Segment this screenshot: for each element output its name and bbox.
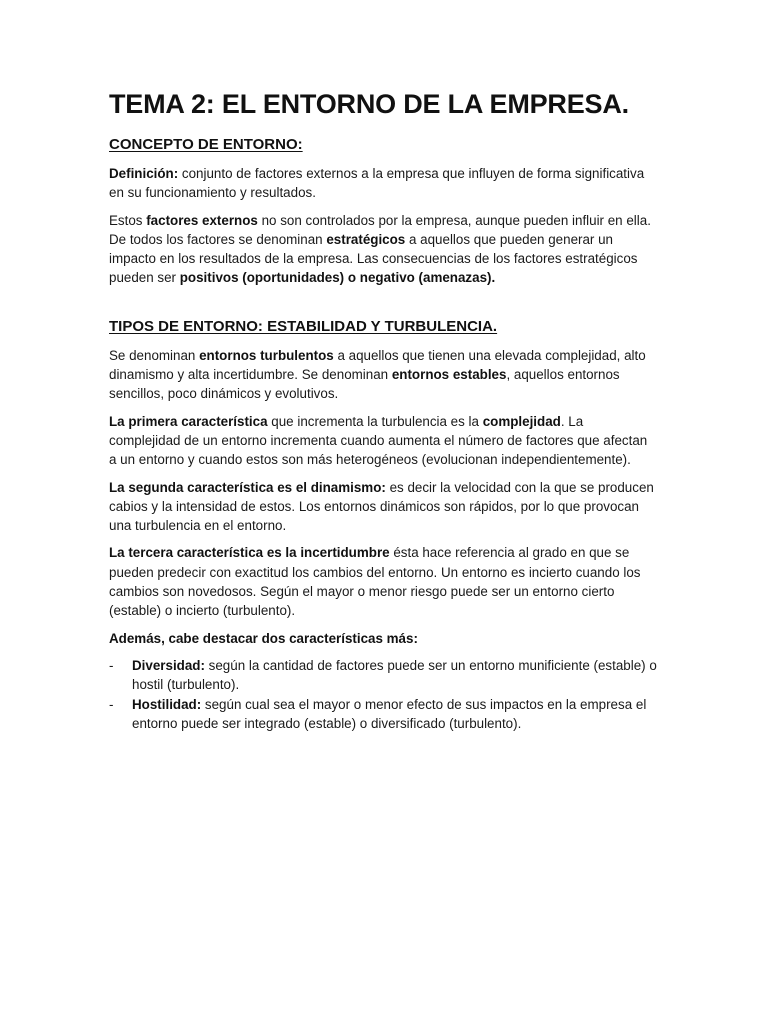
text-run: según la cantidad de factores puede ser un entorno munificiente (estable) o hostil (turbulento). [132,657,657,693]
bold-text: La segunda característica es el dinamismo: [109,479,386,495]
paragraph-definicion [109,164,657,203]
bold-text: estratégicos [326,231,406,247]
text-run: que incrementa la turbulencia es la [267,413,483,429]
characteristics-list [109,656,657,733]
list-item-text [132,658,657,692]
text-run: según cual sea el mayor o menor efecto de sus impactos en la empresa el entorno puede ser integrado (estable) o diversificado (turbulento). [132,696,647,731]
paragraph-complejidad [109,412,657,470]
text-run: Estos [109,212,147,228]
paragraph-incertidumbre [109,543,657,620]
text-run: es decir la velocidad con la que se producen cabios y la intensidad de estos. Los entornos dinámicos son rápidos, por lo que provocan una turbulencia en el entorno. [109,479,654,534]
list-dash-marker: - [109,696,114,712]
text-run: Se denominan [109,347,200,363]
bold-text: factores externos [146,212,258,228]
paragraph-dinamismo [109,478,657,536]
bold-text: La tercera característica es la incertidumbre [109,545,390,561]
bold-text: entornos turbulentos [199,347,334,363]
bold-text: Hostilidad: [132,696,202,712]
text-run: a aquellos que pueden generar un impacto en los resultados de la empresa. Las consecuencias de los factores estratégicos pueden ser [109,231,638,286]
document-body [109,86,657,733]
bold-text: Diversidad: [132,657,205,673]
text-run: a aquellos que tienen una elevada complejidad, alto dinamismo y alta incertidumbre. Se denominan [109,347,646,383]
bold-text: complejidad [482,413,561,429]
document-title: TEMA 2: EL ENTORNO DE LA EMPRESA. [109,89,629,119]
section-heading-tipos: TIPOS DE ENTORNO: ESTABILIDAD Y TURBULENCIA. [109,317,498,335]
paragraph-ademas [109,629,657,648]
list-item-text [132,697,646,731]
paragraph-factores-externos [109,211,657,288]
bold-text: La primera característica [109,413,268,429]
bold-text: entornos estables [391,367,507,383]
text-run: conjunto de factores externos a la empresa que influyen de forma significativa en su funcionamiento y resultados. [109,166,645,201]
text-run: . La complejidad de un entorno incrementa cuando aumenta el número de factores que afectan a un entorno y cuando estos son más heterogéneos (evolucionan independientemente). [109,413,648,468]
text-run: no son controlados por la empresa, aunque pueden influir en ella. De todos los factores se denominan [109,212,651,247]
text-run: ésta hace referencia al grado en que se pueden predecir con exactitud los cambios del entorno. Un entorno es incierto cuando los cambios son novedosos. Según el mayor o menor riesgo puede ser un entorno cierto (estable) o incierto (turbulento). [109,545,641,619]
text-run: , aquellos entornos sencillos, poco dinámicos y evolutivos. [109,367,620,402]
bold-text: Definición: [109,166,179,181]
list-item-diversidad [109,656,657,695]
section-heading-concepto: CONCEPTO DE ENTORNO: [109,136,303,153]
paragraph-entornos-turbulentos [109,346,657,404]
bold-text: positivos (oportunidades) o negativo (amenazas). [179,270,496,286]
list-dash-marker: - [109,657,114,673]
list-item-hostilidad [109,695,657,734]
bold-text: Además, cabe destacar dos características más: [109,630,418,646]
